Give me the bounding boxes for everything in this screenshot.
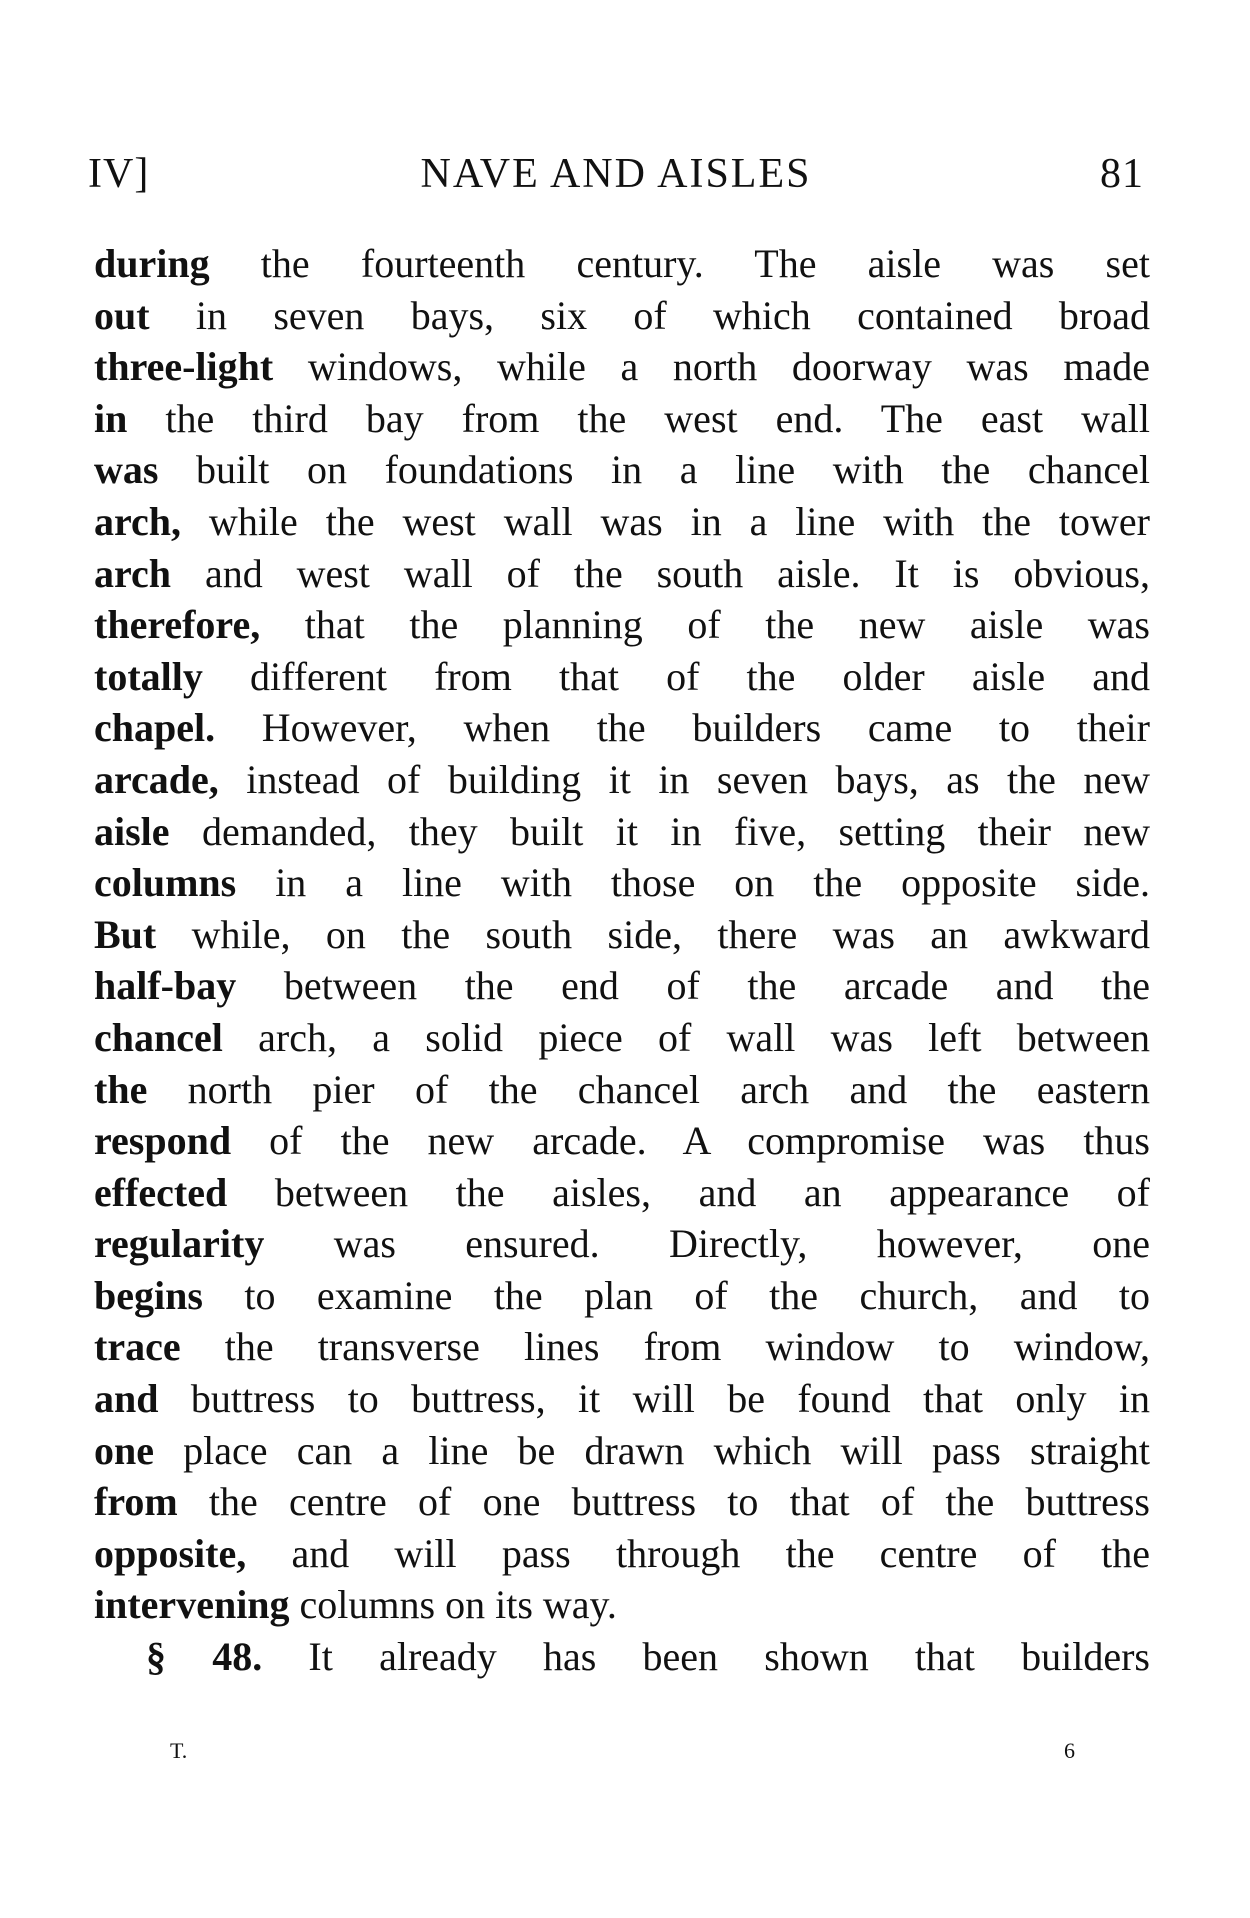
bold-lead-word: totally: [94, 653, 203, 699]
line-text: that the planning of the new aisle was: [260, 602, 1150, 648]
line-text: demanded, they built it in five, setting their new: [169, 808, 1150, 854]
bold-lead-word: respond: [94, 1118, 232, 1164]
text-line: [94, 444, 1150, 496]
line-text: windows, while a north doorway was made: [273, 344, 1150, 390]
line-text: instead of building it in seven bays, as the new: [218, 756, 1150, 802]
text-line: [94, 857, 1150, 909]
line-text: between the aisles, and an appearance of: [227, 1169, 1150, 1215]
line-text: between the end of the arcade and the: [236, 963, 1150, 1009]
bold-lead-word: arch: [94, 550, 172, 596]
signature-mark: T.: [170, 1738, 188, 1763]
bold-lead-word: columns: [94, 860, 237, 906]
bold-lead-word: one: [94, 1427, 154, 1473]
text-line: [94, 548, 1150, 600]
chapter-marker: IV]: [88, 151, 150, 197]
line-text: while the west wall was in a line with the tower: [181, 498, 1150, 544]
quire-number: 6: [1064, 1738, 1075, 1763]
line-text: in a line with those on the opposite side.: [236, 860, 1150, 906]
line-text: while, on the south side, there was an awkward: [156, 911, 1150, 957]
bold-lead-word: aisle: [94, 808, 170, 854]
text-line: [94, 909, 1150, 961]
line-text: of the new arcade. A compromise was thus: [231, 1118, 1150, 1164]
line-text: in seven bays, six of which contained broad: [149, 292, 1150, 338]
line-text: was ensured. Directly, however, one: [264, 1221, 1150, 1267]
page-number: 81: [1100, 151, 1144, 197]
text-line: [94, 1631, 1150, 1683]
text-line: [94, 1064, 1150, 1116]
bold-lead-word: chapel.: [94, 705, 216, 751]
line-text: the centre of one buttress to that of the buttress: [177, 1479, 1150, 1525]
text-line: [94, 754, 1150, 806]
bold-lead-word: three-light: [94, 344, 274, 390]
text-line: [94, 1425, 1150, 1477]
line-text: the fourteenth century. The aisle was set: [209, 241, 1150, 286]
text-line: [94, 960, 1150, 1012]
line-text: arch, a solid piece of wall was left between: [222, 1014, 1150, 1060]
line-text: the third bay from the west end. The east wall: [127, 395, 1150, 441]
bold-lead-word: § 48.: [146, 1634, 263, 1680]
text-line: [94, 1528, 1150, 1580]
running-title: NAVE AND AISLES: [420, 151, 812, 197]
line-text: and will pass through the centre of the: [246, 1530, 1150, 1576]
bold-lead-word: regularity: [94, 1221, 265, 1267]
bold-lead-word: from: [94, 1479, 178, 1525]
text-line: [94, 1373, 1150, 1425]
text-line: [94, 1579, 1150, 1631]
bold-lead-word: effected: [94, 1169, 228, 1215]
running-header: [88, 150, 1144, 210]
line-text: place can a line be drawn which will pass straight: [154, 1427, 1150, 1473]
text-line: [94, 238, 1150, 290]
bold-lead-word: arch,: [94, 498, 182, 544]
text-line: [94, 702, 1150, 754]
bold-lead-word: begins: [94, 1272, 203, 1318]
text-line: [94, 599, 1150, 651]
bold-lead-word: half-bay: [94, 963, 237, 1009]
line-text: the transverse lines from window to window,: [180, 1324, 1150, 1370]
line-text: buttress to buttress, it will be found that only in: [158, 1376, 1150, 1422]
bold-lead-word: the: [94, 1066, 148, 1112]
text-line: [94, 393, 1150, 445]
line-text: However, when the builders came to their: [215, 705, 1150, 751]
text-line: [94, 1012, 1150, 1064]
text-line: [94, 1218, 1150, 1270]
bold-lead-word: But: [94, 911, 157, 957]
bold-lead-word: out: [94, 292, 150, 338]
bold-lead-word: therefore,: [94, 602, 261, 648]
bold-lead-word: in: [94, 395, 128, 441]
text-line: [94, 290, 1150, 342]
line-text: It already has been shown that builders: [262, 1634, 1150, 1680]
text-line: [94, 1321, 1150, 1373]
line-text: columns on its way.: [289, 1582, 617, 1628]
bold-lead-word: arcade,: [94, 756, 219, 802]
text-line: [94, 341, 1150, 393]
body-text: [94, 238, 1150, 1683]
text-line: [94, 806, 1150, 858]
text-line: [94, 1167, 1150, 1219]
text-line: [94, 1476, 1150, 1528]
bold-lead-word: during: [94, 241, 210, 286]
bold-lead-word: and: [94, 1376, 159, 1422]
bold-lead-word: trace: [94, 1324, 181, 1370]
line-text: different from that of the older aisle and: [202, 653, 1150, 699]
text-line: [94, 1115, 1150, 1167]
bold-lead-word: intervening: [94, 1582, 290, 1628]
line-text: north pier of the chancel arch and the eastern: [147, 1066, 1150, 1112]
text-line: [94, 651, 1150, 703]
line-text: to examine the plan of the church, and to: [202, 1272, 1150, 1318]
bold-lead-word: opposite,: [94, 1530, 247, 1576]
line-text: built on foundations in a line with the chancel: [158, 447, 1150, 493]
bold-lead-word: was: [94, 447, 159, 493]
line-text: and west wall of the south aisle. It is obvious,: [171, 550, 1150, 596]
text-line: [94, 1270, 1150, 1322]
bold-lead-word: chancel: [94, 1014, 223, 1060]
text-line: [94, 496, 1150, 548]
